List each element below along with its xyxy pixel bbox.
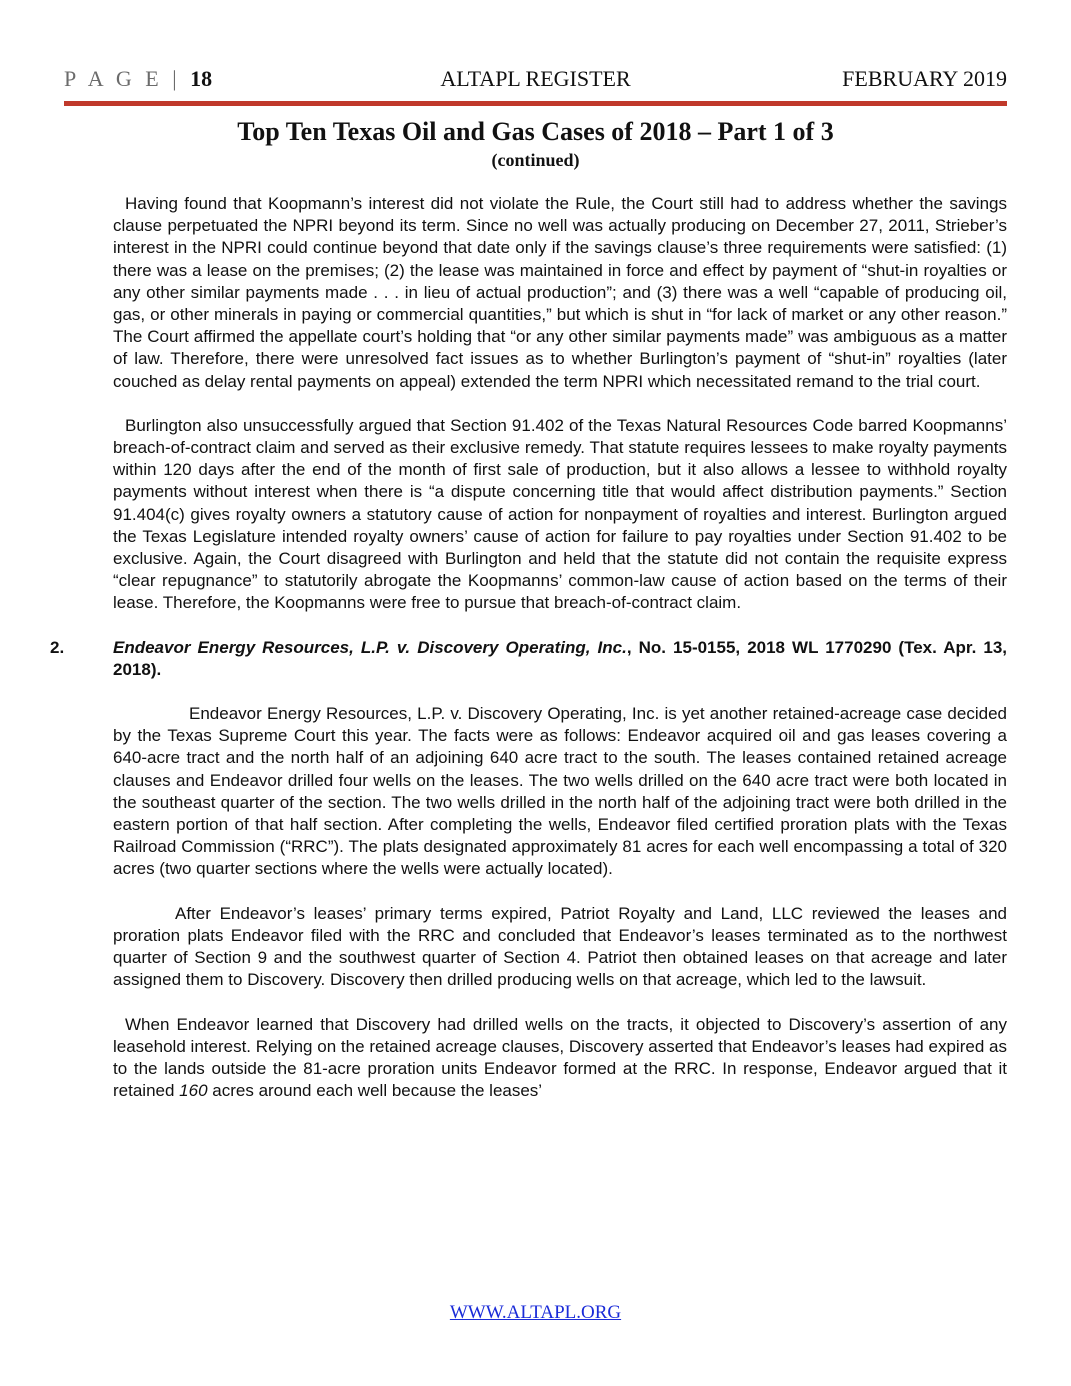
paragraph-3: Endeavor Energy Resources, L.P. v. Discovery Operating, Inc. is yet another retained-acreage case decided by the Texas Supreme Court this year. The facts were as follows: Endeavor acquired oil and gas leases covering a 640-acre tract and the north half of an adjoining 640 acre tract to the south. The leases contained retained acreage clauses and Endeavor drilled four wells on the leases. The two wells drilled on the 640 acre tract were both located in the southeast quarter of the section. The two wells drilled in the north half of the adjoining tract were both drilled in the eastern portion of that half section. After completing the wells, Endeavor filed certified proration plats with the Texas Railroad Commission (“RRC”). The plats designated approximately 81 acres for each well encompassing a total of 320 acres (two quarter sections where the wells were actually located). bbox=[113, 704, 1007, 879]
paragraph-5 bbox=[113, 1014, 1007, 1103]
article-subtitle: (continued) bbox=[491, 150, 580, 170]
case-citation: , No. 15-0155, 2018 WL 1770290 (Tex. Apr. 13, 2018). bbox=[113, 637, 1008, 679]
article-body bbox=[50, 193, 1008, 1102]
page-label-text: P A G E | bbox=[64, 66, 181, 91]
paragraph-2: Burlington also unsuccessfully argued that Section 91.402 of the Texas Natural Resources Code barred Koopmanns’ breach-of-contract claim and served as their exclusive remedy. That statute requires lessees to make royalty payments within 120 days after the end of the month of first sale of production, but it also allows a lessee to withhold royalty payments without interest when there is “a dispute concerning title that would affect distribution payments.” Section 91.404(c) gives royalty owners a statutory cause of action for nonpayment of royalties and interest. Burlington argued the Texas Legislature intended royalty owners’ cause of action for failure to pay royalties under Section 91.402 to be exclusive. Again, the Court disagreed with Burlington and held that the statute did not contain the requisite express “clear repugnance” to statutorily abrogate the Koopmanns’ common-law cause of action based on the terms of their lease. Therefore, the Koopmanns were free to pursue that breach-of-contract claim. bbox=[113, 415, 1007, 613]
page-number: 18 bbox=[190, 66, 213, 91]
paragraph-5-emphasis: 160 bbox=[179, 1081, 208, 1101]
website-link[interactable]: WWW.ALTAPL.ORG bbox=[449, 1302, 622, 1323]
issue-date: FEBRUARY 2019 bbox=[842, 66, 1007, 91]
case-name: Endeavor Energy Resources, L.P. v. Discovery Operating, Inc. bbox=[113, 637, 627, 657]
paragraph-5-end: acres around each well because the leases’ bbox=[207, 1081, 543, 1101]
paragraph-5-start: When Endeavor learned that Discovery had drilled wells on the tracts, it objected to Discovery’s assertion of any leasehold interest. Relying on the retained acreage clauses, Discovery asserted that Endeavor’s leases had expired as to the lands outside the 81-acre proration units Endeavor formed at the RRC. In response, Endeavor argued that it retained bbox=[113, 1014, 1007, 1101]
page-header bbox=[64, 66, 1007, 96]
paragraph-4: After Endeavor’s leases’ primary terms expired, Patriot Royalty and Land, LLC reviewed the leases and proration plats Endeavor filed with the RRC and concluded that Endeavor’s leases terminated as to the northwest quarter of Section 9 and the southwest quarter of Section 4. Patriot then obtained leases on that acreage and later assigned them to Discovery. Discovery then drilled producing wells on that acreage, which led to the lawsuit. bbox=[113, 903, 1007, 990]
case-heading bbox=[50, 637, 1008, 681]
article-title: Top Ten Texas Oil and Gas Cases of 2018 – Part 1 of 3 bbox=[237, 117, 834, 146]
publication-name: ALTAPL REGISTER bbox=[440, 66, 631, 91]
paragraph-1: Having found that Koopmann’s interest did not violate the Rule, the Court still had to address whether the savings clause perpetuated the NPRI beyond its term. Since no well was actually producing on December 27, 2011, Strieber’s interest in the NPRI could continue beyond that date only if the savings clause’s three requirements were satisfied: (1) there was a lease on the premises; (2) the lease was maintained in force and effect by payment of “shut-in royalties or any other similar payments made . . . in lieu of actual production”; and (3) there was a well “capable of producing oil, gas, or other minerals in paying or commercial quantities,” but which is shut in “for lack of market or any other reason.” The Court affirmed the appellate court’s holding that “or any other similar payments made” was ambiguous as a matter of law. Therefore, there were unresolved fact issues as to whether Burlington’s payment of “shut-in” royalties (later couched as delay rental payments on appeal) extended the term NPRI which necessitated remand to the trial court. bbox=[113, 194, 1007, 391]
page-footer bbox=[0, 1302, 1071, 1324]
header-divider bbox=[64, 101, 1007, 106]
case-number: 2. bbox=[50, 637, 65, 657]
